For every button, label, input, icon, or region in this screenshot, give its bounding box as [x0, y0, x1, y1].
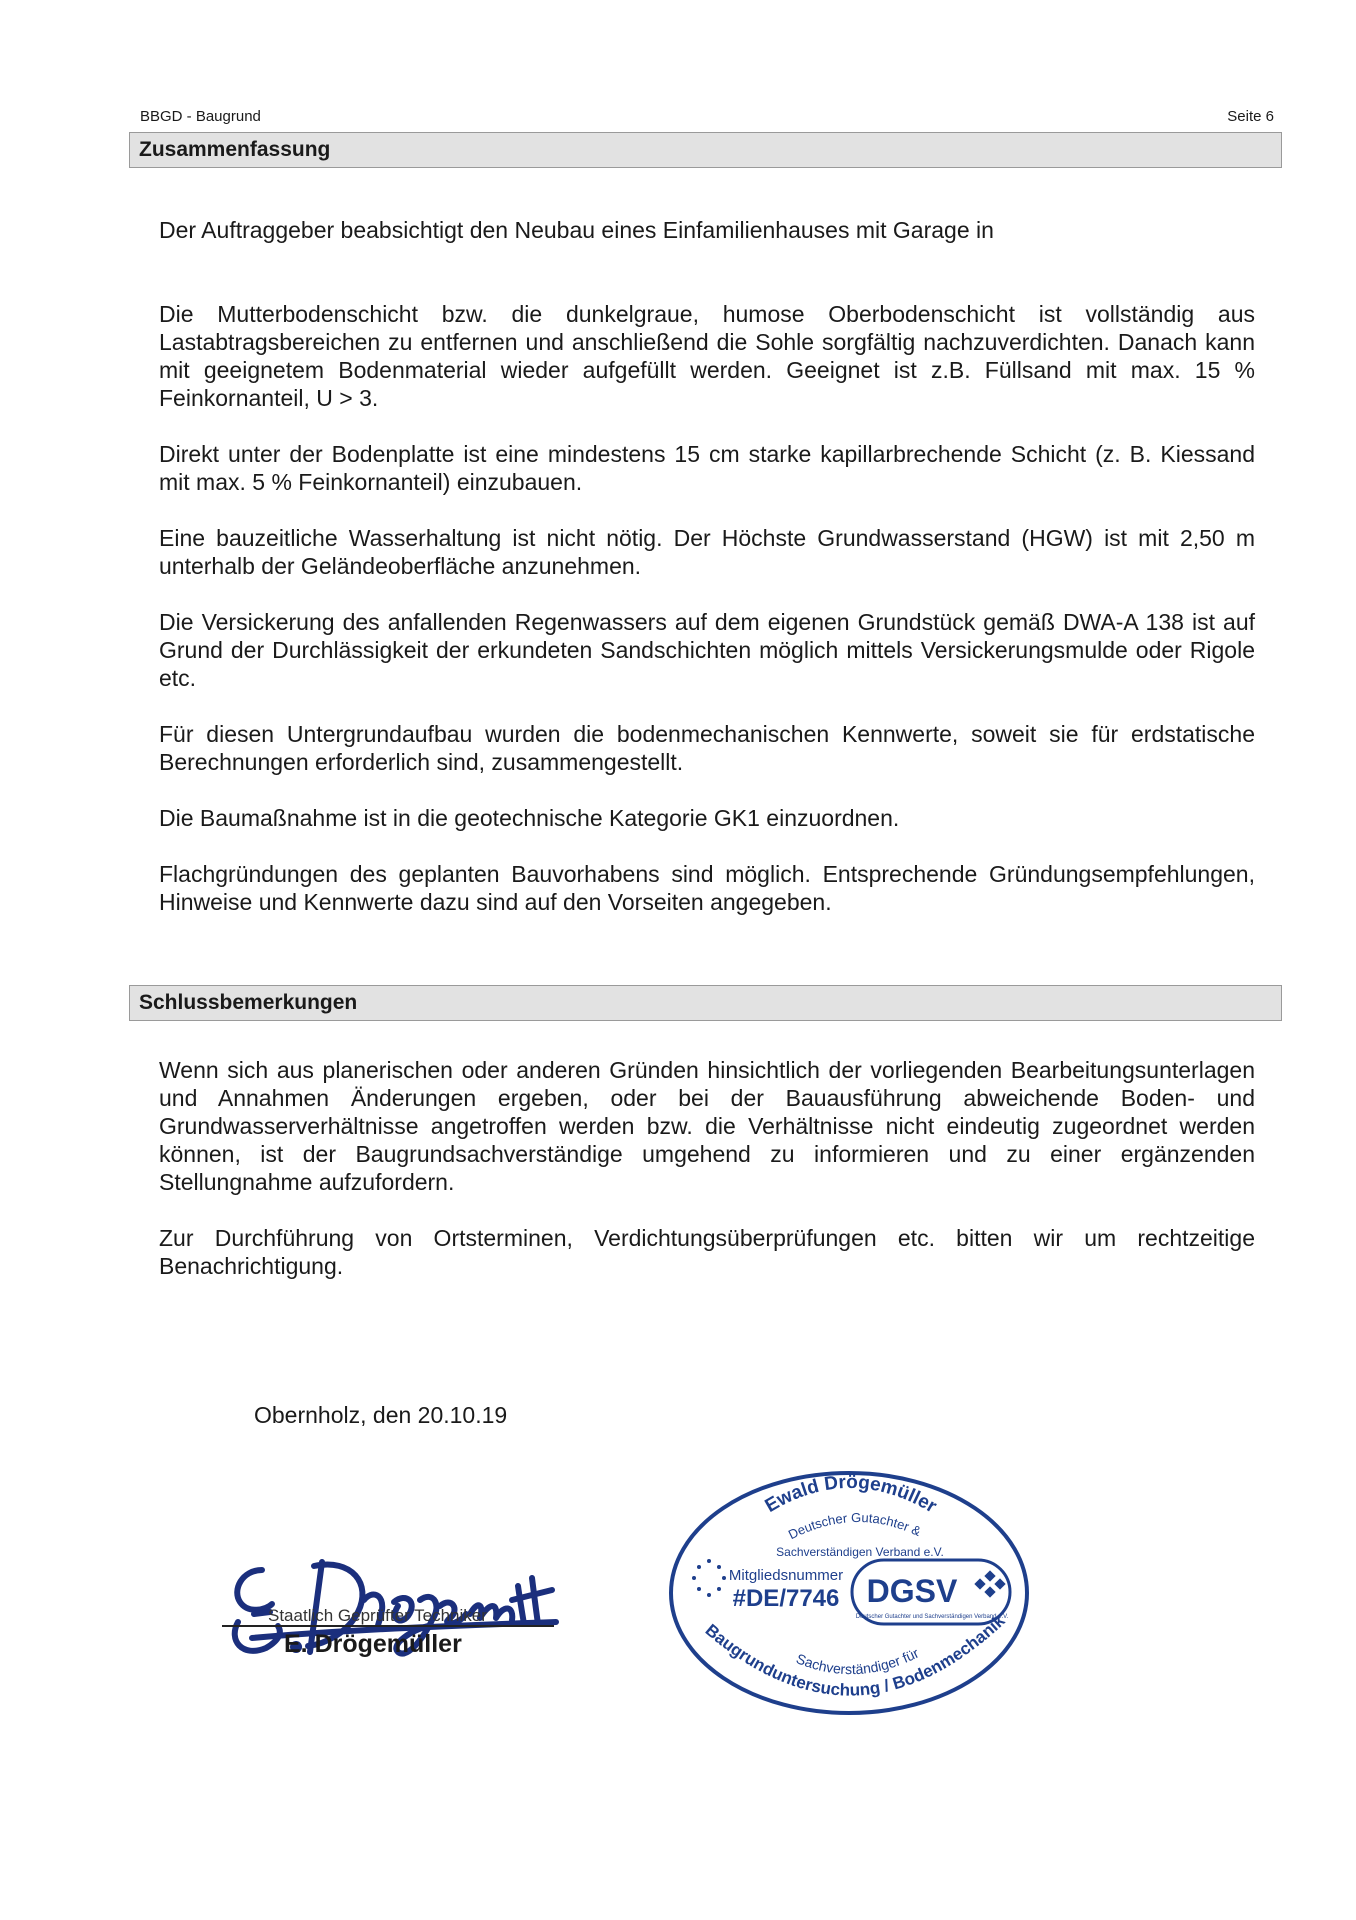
- summary-paragraph: Die Mutterbodenschicht bzw. die dunkelgraue, humose Oberbodenschicht ist vollständig aus Lastabtragsbereichen zu entfernen und anschließend die Sohle sorgfältig nachzuverdichten. Danach kann mit geeignetem Bodenmaterial wieder aufgefüllt werden. Geeignet ist z.B. Füllsand mit max. 15 % Feinkornanteil, U > 3.: [159, 301, 1255, 411]
- signature-title: Staatlich Geprüfter Techniker: [268, 1606, 487, 1625]
- section-title-closing: Schlussbemerkungen: [129, 985, 1282, 1021]
- closing-body: [159, 1056, 1255, 1308]
- seal-member-number: #DE/7746: [732, 1585, 840, 1612]
- summary-paragraph: Eine bauzeitliche Wasserhaltung ist nicht nötig. Der Höchste Grundwasserstand (HGW) ist mit 2,50 m unterhalb der Geländeoberfläche anzunehmen.: [159, 525, 1255, 579]
- summary-paragraph: Der Auftraggeber beabsichtigt den Neubau eines Einfamilienhauses mit Garage in: [159, 217, 994, 243]
- closing-paragraph: Zur Durchführung von Ortsterminen, Verdichtungsüberprüfungen etc. bitten wir um rechtzeitige Benachrichtigung.: [159, 1225, 1255, 1279]
- seal-org-line2: Sachverständigen Verband e.V.: [776, 1545, 944, 1559]
- summary-paragraph: Für diesen Untergrundaufbau wurden die bodenmechanischen Kennwerte, soweit sie für erdstatische Berechnungen erforderlich sind, zusammengestellt.: [159, 721, 1255, 775]
- dgsv-logo-text: DGSV: [866, 1573, 958, 1609]
- signature-name: E. Drögemüller: [284, 1630, 462, 1658]
- summary-paragraph: Direkt unter der Bodenplatte ist eine mindestens 15 cm starke kapillarbrechende Schicht (z. B. Kiessand mit max. 5 % Feinkornanteil) einzubauen.: [159, 441, 1255, 495]
- summary-paragraph: Flachgründungen des geplanten Bauvorhabens sind möglich. Entsprechende Gründungsempfehlungen, Hinweise und Kennwerte dazu sind auf den Vorseiten angegeben.: [159, 861, 1255, 915]
- summary-paragraph: Die Versickerung des anfallenden Regenwassers auf dem eigenen Grundstück gemäß DWA-A 138 ist auf Grund der Durchlässigkeit der erkundeten Sandschichten möglich mittels Versickerungsmulde oder Rigole etc.: [159, 609, 1255, 691]
- summary-paragraph: Die Baumaßnahme ist in die geotechnische Kategorie GK1 einzuordnen.: [159, 805, 900, 831]
- summary-intro: [159, 216, 1255, 272]
- seal-member-label: Mitgliedsnummer: [728, 1567, 844, 1584]
- seal-name: Ewald Drögemüller: [761, 1471, 941, 1518]
- header-document-title: BBGD - Baugrund: [140, 108, 261, 125]
- seal-role: Sachverständiger für: [794, 1644, 922, 1678]
- section-title-summary: Zusammenfassung: [129, 132, 1282, 168]
- seal-org-line1: Deutscher Gutachter &: [785, 1509, 924, 1543]
- closing-paragraph: Wenn sich aus planerischen oder anderen Gründen hinsichtlich der vorliegenden Bearbeitungsunterlagen und Annahmen Änderungen ergeben, oder bei der Bauausführung abweichende Boden- und Grundwasserverhältnisse angetroffen werden bzw. die Verhältnisse nicht eindeutig zugeordnet werden können, ist der Baugrundsachverständige umgehend zu informieren und zu einer ergänzenden Stellungnahme aufzufordern.: [159, 1057, 1255, 1195]
- dgsv-seal: [666, 1468, 1032, 1718]
- summary-body: [159, 300, 1255, 944]
- dgsv-logo-subtitle: Deutscher Gutachter und Sachverständigen Verband e.V.: [855, 1614, 1009, 1620]
- seal-field: Baugrunduntersuchung / Bodenmechanik: [701, 1611, 1009, 1700]
- place-and-date: Obernholz, den 20.10.19: [254, 1402, 508, 1428]
- header-page-number: Seite 6: [1227, 108, 1274, 125]
